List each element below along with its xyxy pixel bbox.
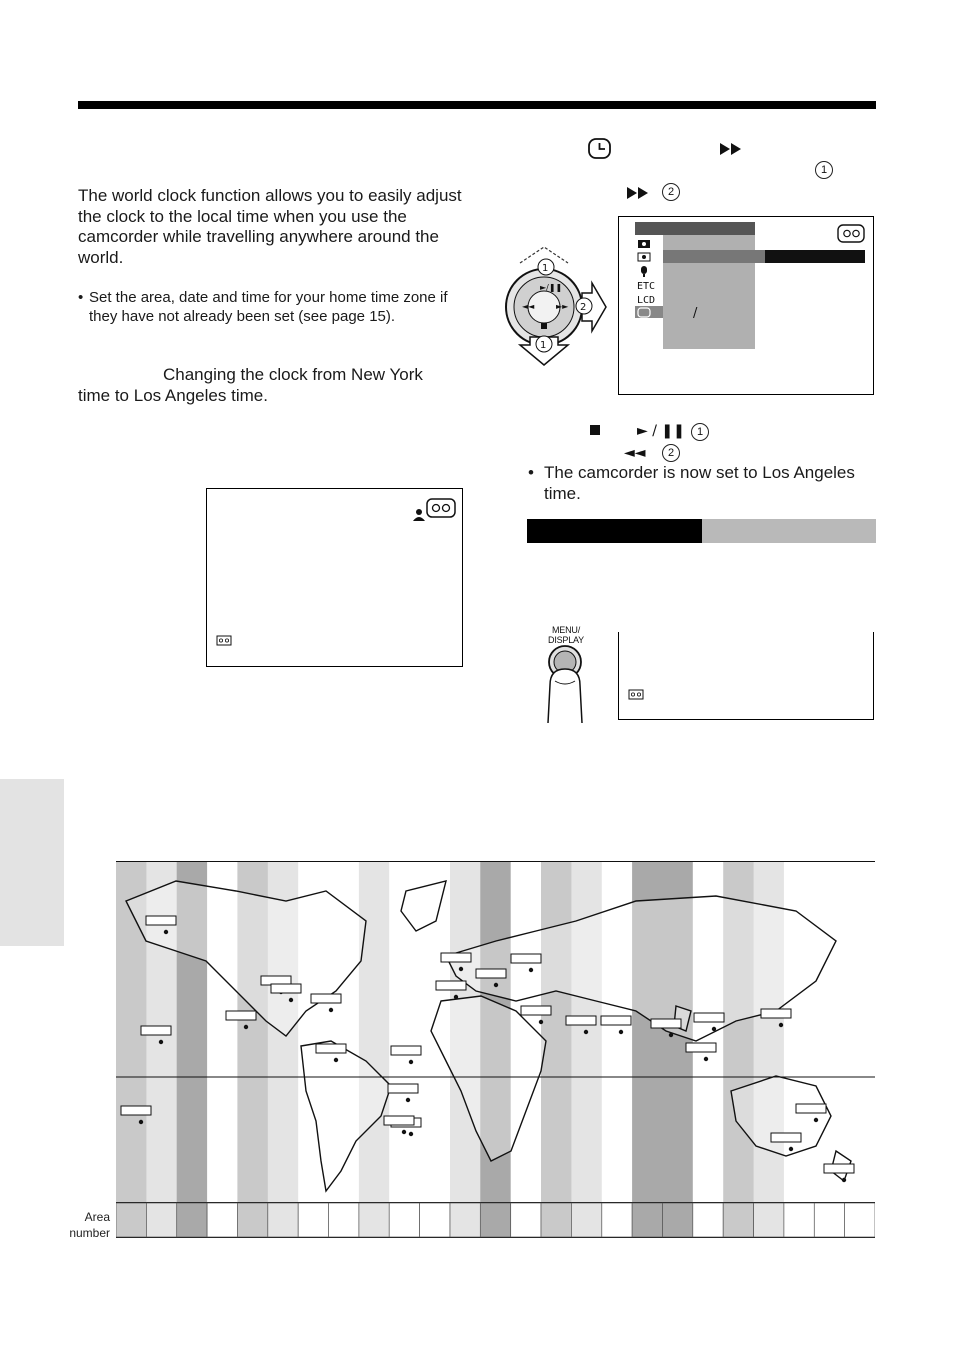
play-pause-label: ► / ❚❚: [637, 423, 685, 439]
camera-icon: [638, 240, 650, 248]
rewind-label: ◄◄: [624, 445, 646, 461]
area-number-cell: [723, 1203, 753, 1237]
person-icon: [413, 509, 425, 521]
menu-slash: /: [693, 306, 698, 321]
area-number-cell: [480, 1203, 510, 1237]
area-number-cell: [632, 1203, 662, 1237]
chapter-side-tab: [0, 779, 64, 946]
area-number-cell: [571, 1203, 601, 1237]
circle-1-label: 1: [815, 161, 833, 179]
area-number-cell: [146, 1203, 176, 1237]
time-zone-band: [845, 862, 875, 1203]
area-number-cell: [602, 1203, 632, 1237]
world-time-zone-map: [116, 861, 875, 1238]
area-number-cell: [541, 1203, 571, 1237]
area-number-cell: [663, 1203, 693, 1237]
result-bullet: [528, 462, 858, 504]
area-number-cell: [116, 1203, 146, 1237]
area-number-cell: [845, 1203, 875, 1237]
svg-text:►►: ►►: [556, 302, 569, 311]
svg-text:1: 1: [540, 340, 547, 351]
result-text: The camcorder is now set to Los Angeles time.: [544, 463, 855, 503]
circle-2-label: 2: [662, 183, 680, 201]
tape-small-icon: [217, 636, 231, 645]
fast-forward-icon: [719, 142, 745, 156]
menu-display-label: MENU/ DISPLAY: [548, 625, 584, 645]
area-number-cell: [693, 1203, 723, 1237]
time-zone-band: [541, 862, 572, 1203]
area-number-cell: [359, 1203, 389, 1237]
mic-icon: [641, 266, 647, 277]
area-number-cell: [237, 1203, 267, 1237]
svg-text:LCD: LCD: [637, 295, 656, 306]
stop-icon: [590, 425, 600, 435]
area-number-label: Area number: [69, 1210, 110, 1240]
area-number-cell: [177, 1203, 207, 1237]
bullet-dot: •: [528, 463, 534, 482]
area-number-cell: [754, 1203, 784, 1237]
lcd-screen-left-art: [207, 489, 462, 666]
time-zone-band: [814, 862, 845, 1203]
svg-text:►/❚❚: ►/❚❚: [540, 283, 563, 292]
area-number-cell: [511, 1203, 541, 1237]
area-number-cell: [420, 1203, 450, 1237]
area-number-cell: [268, 1203, 298, 1237]
circle-2-label: 2: [662, 444, 680, 462]
intro-paragraph: The world clock function allows you to easily adjust the clock to the local time when you use the camcorder while travelling anywhere around the world.: [78, 186, 462, 267]
cassette-icon: [427, 499, 455, 517]
area-number-cell: [450, 1203, 480, 1237]
lcd-screen-left: [206, 488, 463, 667]
area-number-cell: [298, 1203, 328, 1237]
tape-small-icon: [629, 690, 643, 699]
area-number-cell: [814, 1203, 844, 1237]
note-bullet: [78, 288, 458, 326]
area-number-cell: [784, 1203, 814, 1237]
section-heading-bar: [527, 519, 702, 543]
bullet-dot: •: [78, 289, 84, 306]
lcd-bottom-art: [619, 632, 873, 719]
svg-text:◄◄: ◄◄: [522, 302, 535, 311]
area-number-cell: [329, 1203, 359, 1237]
svg-text:1: 1: [542, 263, 549, 274]
fast-forward-icon: [626, 186, 652, 200]
finger-press-illustration: [538, 645, 598, 725]
note-text: Set the area, date and time for your home time zone if they have not already been set (see page 15).: [89, 289, 448, 325]
time-zone-band: [359, 862, 390, 1203]
area-number-cell: [207, 1203, 237, 1237]
lcd-screen-bottom: [618, 632, 874, 720]
svg-text:ETC: ETC: [637, 281, 656, 292]
example-paragraph: [78, 365, 458, 406]
control-dial-illustration: [500, 245, 610, 367]
header-rule: [78, 101, 876, 109]
example-text: Changing the clock from New York time to Los Angeles time.: [78, 365, 423, 405]
svg-text:2: 2: [580, 302, 587, 313]
area-number-cell: [389, 1203, 419, 1237]
camera-alt-icon: [638, 253, 650, 261]
clock-icon: [588, 138, 612, 160]
world-map-image: [116, 861, 875, 1238]
lcd-menu-art: [619, 217, 873, 394]
lcd-screen-menu: [618, 216, 874, 395]
section-heading-bar-extension: [702, 519, 876, 543]
cassette-icon: [838, 225, 864, 242]
circle-1-label: 1: [691, 423, 709, 441]
